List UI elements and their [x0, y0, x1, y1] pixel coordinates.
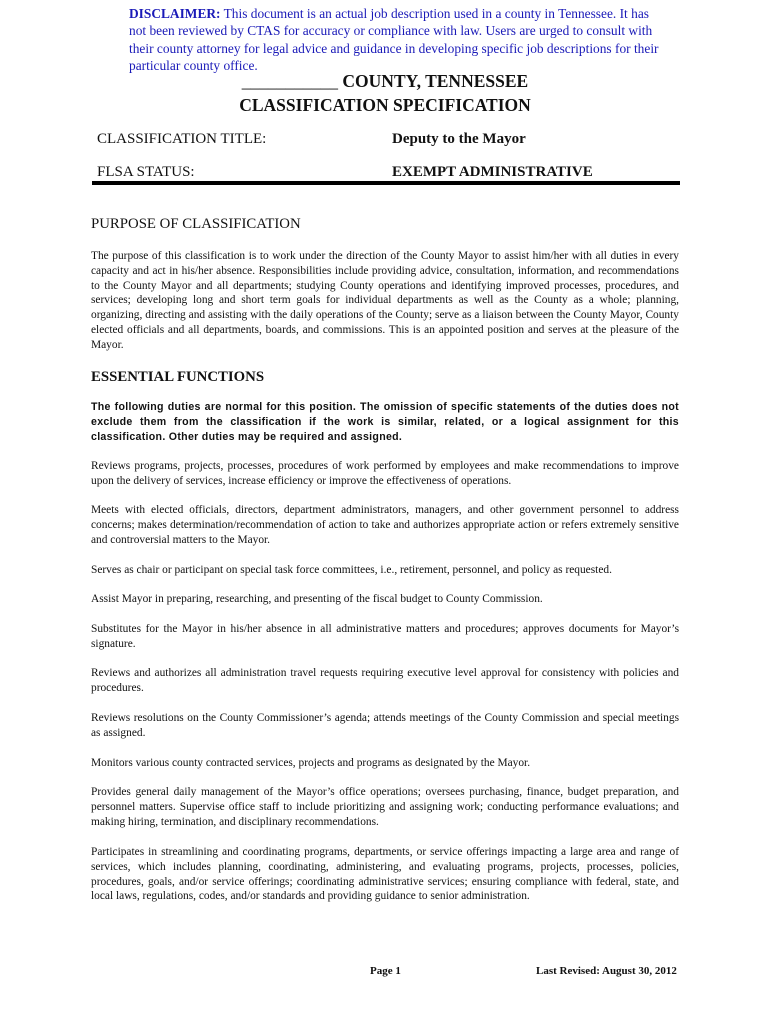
page-number: Page 1	[370, 965, 401, 977]
essential-function-item: Meets with elected officials, directors, department administrators, managers, and other government personnel to address concerns; makes determination/recommendation of action to take and authorizes appropriate action or refers extremely sensitive and controversial matters to the Mayor.	[91, 504, 679, 546]
purpose-heading: PURPOSE OF CLASSIFICATION	[91, 216, 301, 232]
essential-function-item: Reviews and authorizes all administration travel requests requiring executive level approval for consistency with policies and procedures.	[91, 667, 679, 694]
essential-functions-intro: The following duties are normal for this position. The omission of specific statements of the duties does not exclude them from the classification if the work is similar, related, or a logical assignment for this classification. Other duties may be required and assigned.	[91, 401, 679, 443]
essential-function-item: Assist Mayor in preparing, researching, and presenting of the fiscal budget to County Commission.	[91, 593, 543, 605]
disclaimer	[129, 5, 669, 75]
essential-function-item: Monitors various county contracted services, projects and programs as designated by the Mayor.	[91, 757, 531, 769]
essential-function-item: Reviews programs, projects, processes, procedures of work performed by employees and make recommendations to improve upon the delivery of services, increase efficiency or improve the effectiveness of operations.	[91, 460, 679, 487]
last-revised: Last Revised: August 30, 2012	[536, 965, 677, 977]
essential-function-item: Provides general daily management of the Mayor’s office operations; oversees purchasing, finance, budget preparation, and personnel matters. Supervise office staff to include prioritizing and assigning work; conducting performance evaluations; and making hiring, termination, and disciplinary recommendations.	[91, 786, 679, 828]
disclaimer-lead: DISCLAIMER:	[129, 6, 221, 21]
classification-title-label: CLASSIFICATION TITLE:	[97, 131, 267, 147]
specification-title: CLASSIFICATION SPECIFICATION	[239, 95, 531, 115]
essential-function-item: Substitutes for the Mayor in his/her absence in all administrative matters and procedures; approves documents for Mayor’s signature.	[91, 623, 679, 650]
disclaimer-text: This document is an actual job description used in a county in Tennessee. It has not been reviewed by CTAS for accuracy or compliance with law. Users are urged to consult with their county attorney for legal advice and guidance in developing specific job descriptions for their particular county office.	[129, 6, 659, 74]
county-title-text: COUNTY, TENNESSEE	[338, 71, 529, 91]
purpose-paragraph: The purpose of this classification is to work under the direction of the County Mayor to assist him/her with all duties in every capacity and act in his/her absence. Responsibilities include providing advice, consultation, information, and recommendations to the County Mayor and all departments; studying County operations and identifying improved processes, procedures, and services; developing long and short term goals for individual departments as well as the County as a whole; planning, organizing, directing and assisting with the daily operations of the County; serve as a liaison between the County Mayor, County elected officials and all departments, boards, and commissions. This is an appointed position and serves at the pleasure of the Mayor.	[91, 250, 679, 351]
essential-function-item: Participates in streamlining and coordinating programs, departments, or service offerings impacting a large area and range of services, which includes planning, coordinating, administering, and evaluating programs, projects, processes, policies, procedures, goals, and/or service offerings; coordinating administrative services; ensuring compliance with federal, state, and local laws, regulations, codes, and/or standards and providing guidance to senior administration.	[91, 846, 679, 903]
header-divider	[92, 181, 680, 185]
essential-functions-heading: ESSENTIAL FUNCTIONS	[91, 369, 265, 385]
flsa-status-value: EXEMPT ADMINISTRATIVE	[392, 164, 593, 180]
essential-function-item: Serves as chair or participant on special task force committees, i.e., retirement, personnel, and policy as requested.	[91, 564, 612, 576]
essential-function-item: Reviews resolutions on the County Commissioner’s agenda; attends meetings of the County Commission and special meetings as assigned.	[91, 712, 679, 739]
flsa-status-label: FLSA STATUS:	[97, 164, 195, 180]
county-title	[0, 70, 770, 92]
classification-title-value: Deputy to the Mayor	[392, 131, 526, 147]
county-name-blank: ___________	[241, 71, 339, 91]
